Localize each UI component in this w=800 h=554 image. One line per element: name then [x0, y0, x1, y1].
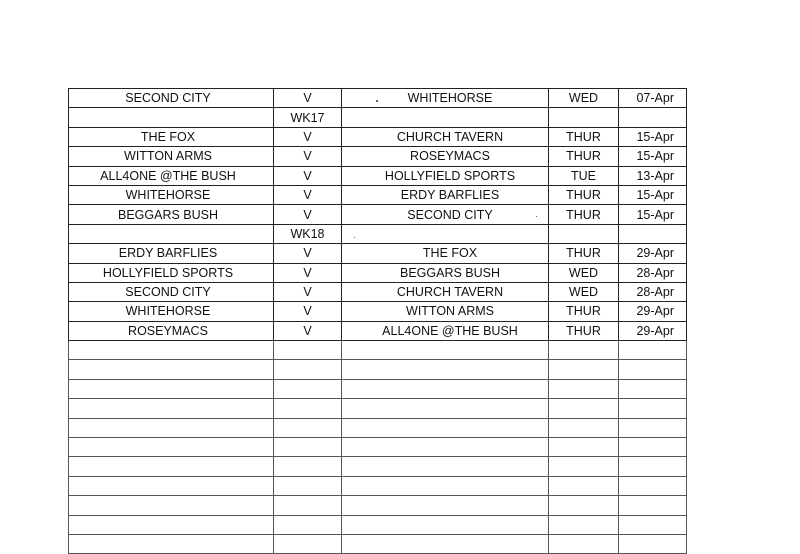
day-cell: THUR	[549, 302, 619, 321]
empty-cell	[69, 379, 274, 398]
empty-cell	[274, 438, 342, 457]
blank-row	[69, 438, 687, 457]
empty-cell	[549, 108, 619, 127]
empty-cell	[342, 399, 549, 418]
blank-row	[69, 379, 687, 398]
empty-cell	[274, 476, 342, 495]
empty-cell	[274, 341, 342, 360]
empty-cell	[69, 341, 274, 360]
home-team-cell: ERDY BARFLIES	[69, 244, 274, 263]
fixtures-table	[68, 88, 687, 554]
blank-row	[69, 534, 687, 553]
empty-cell	[619, 496, 687, 515]
blank-row	[69, 418, 687, 437]
empty-cell	[69, 108, 274, 127]
empty-cell	[619, 515, 687, 534]
fixture-row	[69, 127, 687, 146]
fixture-row	[69, 282, 687, 301]
empty-cell	[69, 224, 274, 243]
versus-cell: V	[274, 185, 342, 204]
empty-cell	[549, 534, 619, 553]
empty-cell	[619, 534, 687, 553]
date-cell: 29-Apr	[619, 302, 687, 321]
empty-cell	[342, 515, 549, 534]
empty-cell	[619, 360, 687, 379]
empty-cell	[549, 476, 619, 495]
date-cell: 15-Apr	[619, 185, 687, 204]
fixture-row	[69, 185, 687, 204]
week-header-row	[69, 224, 687, 243]
empty-cell	[274, 515, 342, 534]
day-cell: THUR	[549, 321, 619, 340]
fixture-row	[69, 263, 687, 282]
date-cell: 28-Apr	[619, 282, 687, 301]
empty-cell	[342, 379, 549, 398]
versus-cell: V	[274, 321, 342, 340]
fixture-row	[69, 166, 687, 185]
empty-cell	[69, 496, 274, 515]
day-cell: WED	[549, 89, 619, 108]
versus-cell: V	[274, 89, 342, 108]
week-label-cell: WK17	[274, 108, 342, 127]
empty-cell	[69, 360, 274, 379]
empty-cell	[619, 224, 687, 243]
day-cell: THUR	[549, 205, 619, 224]
empty-cell	[342, 438, 549, 457]
versus-cell: V	[274, 244, 342, 263]
empty-cell	[274, 379, 342, 398]
empty-cell	[274, 496, 342, 515]
empty-cell	[342, 341, 549, 360]
date-cell: 07-Apr	[619, 89, 687, 108]
away-team-cell: SECOND CITY	[342, 205, 549, 224]
day-cell: WED	[549, 282, 619, 301]
empty-cell	[549, 360, 619, 379]
versus-cell: V	[274, 147, 342, 166]
empty-cell	[549, 379, 619, 398]
empty-cell	[549, 341, 619, 360]
date-cell: 29-Apr	[619, 321, 687, 340]
versus-cell: V	[274, 263, 342, 282]
week-label-cell: WK18	[274, 224, 342, 243]
empty-cell	[549, 399, 619, 418]
empty-cell	[619, 476, 687, 495]
fixture-row	[69, 205, 687, 224]
home-team-cell: WHITEHORSE	[69, 185, 274, 204]
away-team-cell: WITTON ARMS	[342, 302, 549, 321]
fixture-row	[69, 147, 687, 166]
day-cell: WED	[549, 263, 619, 282]
date-cell: 15-Apr	[619, 147, 687, 166]
day-cell: THUR	[549, 185, 619, 204]
versus-cell: V	[274, 205, 342, 224]
date-cell: 13-Apr	[619, 166, 687, 185]
versus-cell: V	[274, 302, 342, 321]
empty-cell	[549, 515, 619, 534]
empty-cell	[69, 476, 274, 495]
empty-cell	[69, 418, 274, 437]
empty-cell	[549, 438, 619, 457]
blank-row	[69, 476, 687, 495]
empty-cell	[342, 360, 549, 379]
date-cell: 29-Apr	[619, 244, 687, 263]
empty-cell	[69, 534, 274, 553]
away-team-cell: CHURCH TAVERN	[342, 127, 549, 146]
blank-row	[69, 399, 687, 418]
empty-cell	[274, 360, 342, 379]
versus-cell: V	[274, 282, 342, 301]
fixture-row	[69, 302, 687, 321]
empty-cell	[619, 438, 687, 457]
empty-cell	[274, 418, 342, 437]
empty-cell	[549, 457, 619, 476]
empty-cell	[549, 496, 619, 515]
home-team-cell: SECOND CITY	[69, 282, 274, 301]
scan-speck	[536, 216, 537, 217]
away-team-cell: THE FOX	[342, 244, 549, 263]
empty-cell	[69, 438, 274, 457]
empty-cell	[619, 379, 687, 398]
empty-cell	[619, 457, 687, 476]
date-cell: 28-Apr	[619, 263, 687, 282]
blank-row	[69, 341, 687, 360]
empty-cell	[342, 534, 549, 553]
empty-cell	[69, 457, 274, 476]
empty-cell	[274, 399, 342, 418]
home-team-cell: ROSEYMACS	[69, 321, 274, 340]
away-team-cell: HOLLYFIELD SPORTS	[342, 166, 549, 185]
home-team-cell: THE FOX	[69, 127, 274, 146]
empty-cell	[342, 457, 549, 476]
empty-cell	[342, 476, 549, 495]
date-cell: 15-Apr	[619, 205, 687, 224]
day-cell: TUE	[549, 166, 619, 185]
empty-cell	[274, 457, 342, 476]
date-cell: 15-Apr	[619, 127, 687, 146]
away-team-cell: WHITEHORSE	[342, 89, 549, 108]
empty-cell	[619, 399, 687, 418]
home-team-cell: WHITEHORSE	[69, 302, 274, 321]
scan-speck	[354, 237, 355, 238]
away-team-cell: ERDY BARFLIES	[342, 185, 549, 204]
fixture-row	[69, 89, 687, 108]
home-team-cell: HOLLYFIELD SPORTS	[69, 263, 274, 282]
versus-cell: V	[274, 166, 342, 185]
home-team-cell: ALL4ONE @THE BUSH	[69, 166, 274, 185]
empty-cell	[619, 418, 687, 437]
blank-row	[69, 515, 687, 534]
away-team-cell: ALL4ONE @THE BUSH	[342, 321, 549, 340]
empty-cell	[69, 399, 274, 418]
blank-row	[69, 496, 687, 515]
empty-cell	[619, 341, 687, 360]
away-team-cell: ROSEYMACS	[342, 147, 549, 166]
blank-row	[69, 360, 687, 379]
fixtures-body	[69, 89, 687, 554]
away-team-cell: CHURCH TAVERN	[342, 282, 549, 301]
day-cell: THUR	[549, 147, 619, 166]
home-team-cell: BEGGARS BUSH	[69, 205, 274, 224]
day-cell: THUR	[549, 127, 619, 146]
week-header-row	[69, 108, 687, 127]
empty-cell	[69, 515, 274, 534]
home-team-cell: SECOND CITY	[69, 89, 274, 108]
empty-cell	[342, 496, 549, 515]
empty-cell	[342, 108, 549, 127]
empty-cell	[549, 224, 619, 243]
scan-speck	[376, 100, 378, 102]
fixture-row	[69, 244, 687, 263]
empty-cell	[274, 534, 342, 553]
fixture-row	[69, 321, 687, 340]
day-cell: THUR	[549, 244, 619, 263]
empty-cell	[549, 418, 619, 437]
empty-cell	[619, 108, 687, 127]
home-team-cell: WITTON ARMS	[69, 147, 274, 166]
versus-cell: V	[274, 127, 342, 146]
blank-row	[69, 457, 687, 476]
empty-cell	[342, 224, 549, 243]
empty-cell	[342, 418, 549, 437]
away-team-cell: BEGGARS BUSH	[342, 263, 549, 282]
